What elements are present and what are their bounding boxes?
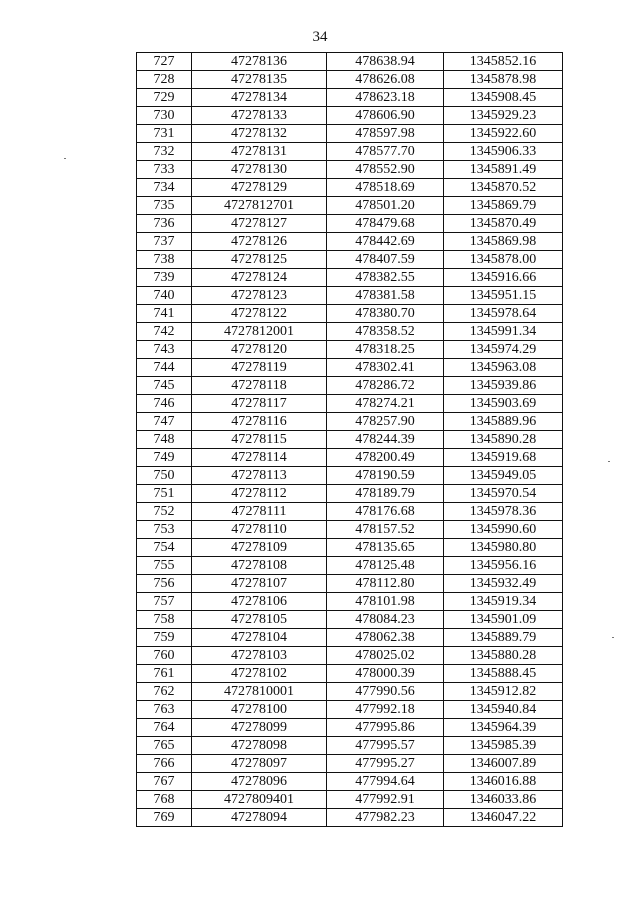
scan-speck xyxy=(64,158,66,159)
y-coordinate-cell: 1345916.66 xyxy=(444,269,563,287)
row-number-cell: 761 xyxy=(137,665,192,683)
x-coordinate-cell: 478380.70 xyxy=(327,305,444,323)
x-coordinate-cell: 478176.68 xyxy=(327,503,444,521)
point-id-cell: 47278099 xyxy=(192,719,327,737)
x-coordinate-cell: 478084.23 xyxy=(327,611,444,629)
point-id-cell: 47278110 xyxy=(192,521,327,539)
row-number-cell: 753 xyxy=(137,521,192,539)
x-coordinate-cell: 478244.39 xyxy=(327,431,444,449)
x-coordinate-cell: 478597.98 xyxy=(327,125,444,143)
point-id-cell: 47278122 xyxy=(192,305,327,323)
table-row xyxy=(137,305,563,323)
row-number-cell: 736 xyxy=(137,215,192,233)
y-coordinate-cell: 1345978.36 xyxy=(444,503,563,521)
x-coordinate-cell: 478157.52 xyxy=(327,521,444,539)
point-id-cell: 4727812701 xyxy=(192,197,327,215)
table-row xyxy=(137,593,563,611)
point-id-cell: 47278133 xyxy=(192,107,327,125)
table-row xyxy=(137,431,563,449)
y-coordinate-cell: 1345870.49 xyxy=(444,215,563,233)
row-number-cell: 752 xyxy=(137,503,192,521)
x-coordinate-cell: 478125.48 xyxy=(327,557,444,575)
table-row xyxy=(137,611,563,629)
row-number-cell: 734 xyxy=(137,179,192,197)
row-number-cell: 727 xyxy=(137,53,192,71)
row-number-cell: 768 xyxy=(137,791,192,809)
row-number-cell: 769 xyxy=(137,809,192,827)
x-coordinate-cell: 478407.59 xyxy=(327,251,444,269)
row-number-cell: 732 xyxy=(137,143,192,161)
point-id-cell: 47278130 xyxy=(192,161,327,179)
x-coordinate-cell: 478190.59 xyxy=(327,467,444,485)
row-number-cell: 756 xyxy=(137,575,192,593)
table-row xyxy=(137,359,563,377)
table-row xyxy=(137,755,563,773)
y-coordinate-cell: 1345991.34 xyxy=(444,323,563,341)
x-coordinate-cell: 478358.52 xyxy=(327,323,444,341)
x-coordinate-cell: 478000.39 xyxy=(327,665,444,683)
y-coordinate-cell: 1345906.33 xyxy=(444,143,563,161)
table-row xyxy=(137,449,563,467)
point-id-cell: 47278104 xyxy=(192,629,327,647)
y-coordinate-cell: 1345932.49 xyxy=(444,575,563,593)
table-row xyxy=(137,773,563,791)
y-coordinate-cell: 1346016.88 xyxy=(444,773,563,791)
point-id-cell: 47278136 xyxy=(192,53,327,71)
point-id-cell: 47278114 xyxy=(192,449,327,467)
point-id-cell: 47278131 xyxy=(192,143,327,161)
y-coordinate-cell: 1345949.05 xyxy=(444,467,563,485)
y-coordinate-cell: 1345939.86 xyxy=(444,377,563,395)
table-row xyxy=(137,683,563,701)
y-coordinate-cell: 1345970.54 xyxy=(444,485,563,503)
x-coordinate-cell: 478623.18 xyxy=(327,89,444,107)
y-coordinate-cell: 1345852.16 xyxy=(444,53,563,71)
table-row xyxy=(137,233,563,251)
coordinates-table xyxy=(136,52,563,827)
row-number-cell: 754 xyxy=(137,539,192,557)
table-row xyxy=(137,341,563,359)
x-coordinate-cell: 478257.90 xyxy=(327,413,444,431)
y-coordinate-cell: 1345903.69 xyxy=(444,395,563,413)
table-row xyxy=(137,125,563,143)
x-coordinate-cell: 478318.25 xyxy=(327,341,444,359)
row-number-cell: 742 xyxy=(137,323,192,341)
table-row xyxy=(137,107,563,125)
x-coordinate-cell: 478479.68 xyxy=(327,215,444,233)
x-coordinate-cell: 477992.18 xyxy=(327,701,444,719)
x-coordinate-cell: 478135.65 xyxy=(327,539,444,557)
scan-speck xyxy=(612,637,614,638)
x-coordinate-cell: 478189.79 xyxy=(327,485,444,503)
point-id-cell: 47278124 xyxy=(192,269,327,287)
table-row xyxy=(137,89,563,107)
x-coordinate-cell: 478302.41 xyxy=(327,359,444,377)
table-row xyxy=(137,161,563,179)
table-row xyxy=(137,467,563,485)
point-id-cell: 47278105 xyxy=(192,611,327,629)
y-coordinate-cell: 1345964.39 xyxy=(444,719,563,737)
point-id-cell: 47278103 xyxy=(192,647,327,665)
point-id-cell: 47278111 xyxy=(192,503,327,521)
table-row xyxy=(137,539,563,557)
table-row xyxy=(137,629,563,647)
table-row xyxy=(137,53,563,71)
table-row xyxy=(137,269,563,287)
point-id-cell: 4727810001 xyxy=(192,683,327,701)
y-coordinate-cell: 1345963.08 xyxy=(444,359,563,377)
row-number-cell: 760 xyxy=(137,647,192,665)
x-coordinate-cell: 478382.55 xyxy=(327,269,444,287)
y-coordinate-cell: 1345878.00 xyxy=(444,251,563,269)
x-coordinate-cell: 477995.86 xyxy=(327,719,444,737)
table-row xyxy=(137,701,563,719)
y-coordinate-cell: 1345870.52 xyxy=(444,179,563,197)
x-coordinate-cell: 478112.80 xyxy=(327,575,444,593)
table-row xyxy=(137,323,563,341)
row-number-cell: 738 xyxy=(137,251,192,269)
point-id-cell: 47278106 xyxy=(192,593,327,611)
x-coordinate-cell: 478626.08 xyxy=(327,71,444,89)
point-id-cell: 47278116 xyxy=(192,413,327,431)
scan-speck xyxy=(608,461,610,462)
y-coordinate-cell: 1346047.22 xyxy=(444,809,563,827)
x-coordinate-cell: 478101.98 xyxy=(327,593,444,611)
row-number-cell: 766 xyxy=(137,755,192,773)
row-number-cell: 737 xyxy=(137,233,192,251)
point-id-cell: 47278117 xyxy=(192,395,327,413)
row-number-cell: 740 xyxy=(137,287,192,305)
y-coordinate-cell: 1345978.64 xyxy=(444,305,563,323)
y-coordinate-cell: 1346033.86 xyxy=(444,791,563,809)
x-coordinate-cell: 478638.94 xyxy=(327,53,444,71)
y-coordinate-cell: 1345889.79 xyxy=(444,629,563,647)
row-number-cell: 739 xyxy=(137,269,192,287)
point-id-cell: 47278129 xyxy=(192,179,327,197)
row-number-cell: 730 xyxy=(137,107,192,125)
table-row xyxy=(137,215,563,233)
y-coordinate-cell: 1345980.80 xyxy=(444,539,563,557)
point-id-cell: 47278098 xyxy=(192,737,327,755)
table-row xyxy=(137,377,563,395)
table-row xyxy=(137,197,563,215)
point-id-cell: 47278115 xyxy=(192,431,327,449)
row-number-cell: 741 xyxy=(137,305,192,323)
row-number-cell: 748 xyxy=(137,431,192,449)
x-coordinate-cell: 477994.64 xyxy=(327,773,444,791)
x-coordinate-cell: 478501.20 xyxy=(327,197,444,215)
y-coordinate-cell: 1345912.82 xyxy=(444,683,563,701)
point-id-cell: 4727812001 xyxy=(192,323,327,341)
row-number-cell: 735 xyxy=(137,197,192,215)
row-number-cell: 728 xyxy=(137,71,192,89)
row-number-cell: 759 xyxy=(137,629,192,647)
point-id-cell: 47278097 xyxy=(192,755,327,773)
x-coordinate-cell: 478025.02 xyxy=(327,647,444,665)
y-coordinate-cell: 1345889.96 xyxy=(444,413,563,431)
y-coordinate-cell: 1345990.60 xyxy=(444,521,563,539)
x-coordinate-cell: 477995.27 xyxy=(327,755,444,773)
table-row xyxy=(137,791,563,809)
row-number-cell: 755 xyxy=(137,557,192,575)
row-number-cell: 763 xyxy=(137,701,192,719)
row-number-cell: 762 xyxy=(137,683,192,701)
point-id-cell: 47278112 xyxy=(192,485,327,503)
y-coordinate-cell: 1345919.68 xyxy=(444,449,563,467)
row-number-cell: 750 xyxy=(137,467,192,485)
point-id-cell: 4727809401 xyxy=(192,791,327,809)
x-coordinate-cell: 477990.56 xyxy=(327,683,444,701)
y-coordinate-cell: 1345974.29 xyxy=(444,341,563,359)
x-coordinate-cell: 478577.70 xyxy=(327,143,444,161)
row-number-cell: 733 xyxy=(137,161,192,179)
table-row xyxy=(137,575,563,593)
table-row xyxy=(137,665,563,683)
y-coordinate-cell: 1345869.98 xyxy=(444,233,563,251)
point-id-cell: 47278125 xyxy=(192,251,327,269)
row-number-cell: 758 xyxy=(137,611,192,629)
y-coordinate-cell: 1345869.79 xyxy=(444,197,563,215)
point-id-cell: 47278123 xyxy=(192,287,327,305)
y-coordinate-cell: 1345891.49 xyxy=(444,161,563,179)
point-id-cell: 47278135 xyxy=(192,71,327,89)
row-number-cell: 731 xyxy=(137,125,192,143)
table-row xyxy=(137,143,563,161)
point-id-cell: 47278109 xyxy=(192,539,327,557)
table-row xyxy=(137,485,563,503)
point-id-cell: 47278118 xyxy=(192,377,327,395)
row-number-cell: 746 xyxy=(137,395,192,413)
row-number-cell: 757 xyxy=(137,593,192,611)
row-number-cell: 745 xyxy=(137,377,192,395)
y-coordinate-cell: 1345985.39 xyxy=(444,737,563,755)
table-row xyxy=(137,557,563,575)
table-row xyxy=(137,179,563,197)
row-number-cell: 767 xyxy=(137,773,192,791)
y-coordinate-cell: 1345951.15 xyxy=(444,287,563,305)
table-row xyxy=(137,395,563,413)
table-row xyxy=(137,71,563,89)
table-row xyxy=(137,809,563,827)
row-number-cell: 729 xyxy=(137,89,192,107)
y-coordinate-cell: 1345890.28 xyxy=(444,431,563,449)
y-coordinate-cell: 1345901.09 xyxy=(444,611,563,629)
x-coordinate-cell: 478286.72 xyxy=(327,377,444,395)
table-row xyxy=(137,413,563,431)
table-row xyxy=(137,521,563,539)
row-number-cell: 743 xyxy=(137,341,192,359)
table-row xyxy=(137,737,563,755)
x-coordinate-cell: 478606.90 xyxy=(327,107,444,125)
y-coordinate-cell: 1345956.16 xyxy=(444,557,563,575)
y-coordinate-cell: 1345908.45 xyxy=(444,89,563,107)
row-number-cell: 747 xyxy=(137,413,192,431)
x-coordinate-cell: 478442.69 xyxy=(327,233,444,251)
row-number-cell: 744 xyxy=(137,359,192,377)
point-id-cell: 47278096 xyxy=(192,773,327,791)
y-coordinate-cell: 1345878.98 xyxy=(444,71,563,89)
row-number-cell: 751 xyxy=(137,485,192,503)
x-coordinate-cell: 478274.21 xyxy=(327,395,444,413)
point-id-cell: 47278100 xyxy=(192,701,327,719)
x-coordinate-cell: 477995.57 xyxy=(327,737,444,755)
coordinates-table-body xyxy=(137,53,563,827)
x-coordinate-cell: 477992.91 xyxy=(327,791,444,809)
row-number-cell: 749 xyxy=(137,449,192,467)
x-coordinate-cell: 478381.58 xyxy=(327,287,444,305)
point-id-cell: 47278132 xyxy=(192,125,327,143)
y-coordinate-cell: 1345940.84 xyxy=(444,701,563,719)
x-coordinate-cell: 478518.69 xyxy=(327,179,444,197)
point-id-cell: 47278102 xyxy=(192,665,327,683)
x-coordinate-cell: 478552.90 xyxy=(327,161,444,179)
table-row xyxy=(137,719,563,737)
point-id-cell: 47278127 xyxy=(192,215,327,233)
page-number: 34 xyxy=(312,29,328,45)
table-row xyxy=(137,647,563,665)
table-row xyxy=(137,503,563,521)
table-row xyxy=(137,251,563,269)
x-coordinate-cell: 477982.23 xyxy=(327,809,444,827)
x-coordinate-cell: 478062.38 xyxy=(327,629,444,647)
y-coordinate-cell: 1345919.34 xyxy=(444,593,563,611)
x-coordinate-cell: 478200.49 xyxy=(327,449,444,467)
point-id-cell: 47278107 xyxy=(192,575,327,593)
y-coordinate-cell: 1345880.28 xyxy=(444,647,563,665)
point-id-cell: 47278113 xyxy=(192,467,327,485)
point-id-cell: 47278120 xyxy=(192,341,327,359)
y-coordinate-cell: 1345922.60 xyxy=(444,125,563,143)
y-coordinate-cell: 1345888.45 xyxy=(444,665,563,683)
table-row xyxy=(137,287,563,305)
point-id-cell: 47278126 xyxy=(192,233,327,251)
point-id-cell: 47278094 xyxy=(192,809,327,827)
point-id-cell: 47278134 xyxy=(192,89,327,107)
y-coordinate-cell: 1346007.89 xyxy=(444,755,563,773)
point-id-cell: 47278119 xyxy=(192,359,327,377)
row-number-cell: 765 xyxy=(137,737,192,755)
y-coordinate-cell: 1345929.23 xyxy=(444,107,563,125)
point-id-cell: 47278108 xyxy=(192,557,327,575)
row-number-cell: 764 xyxy=(137,719,192,737)
